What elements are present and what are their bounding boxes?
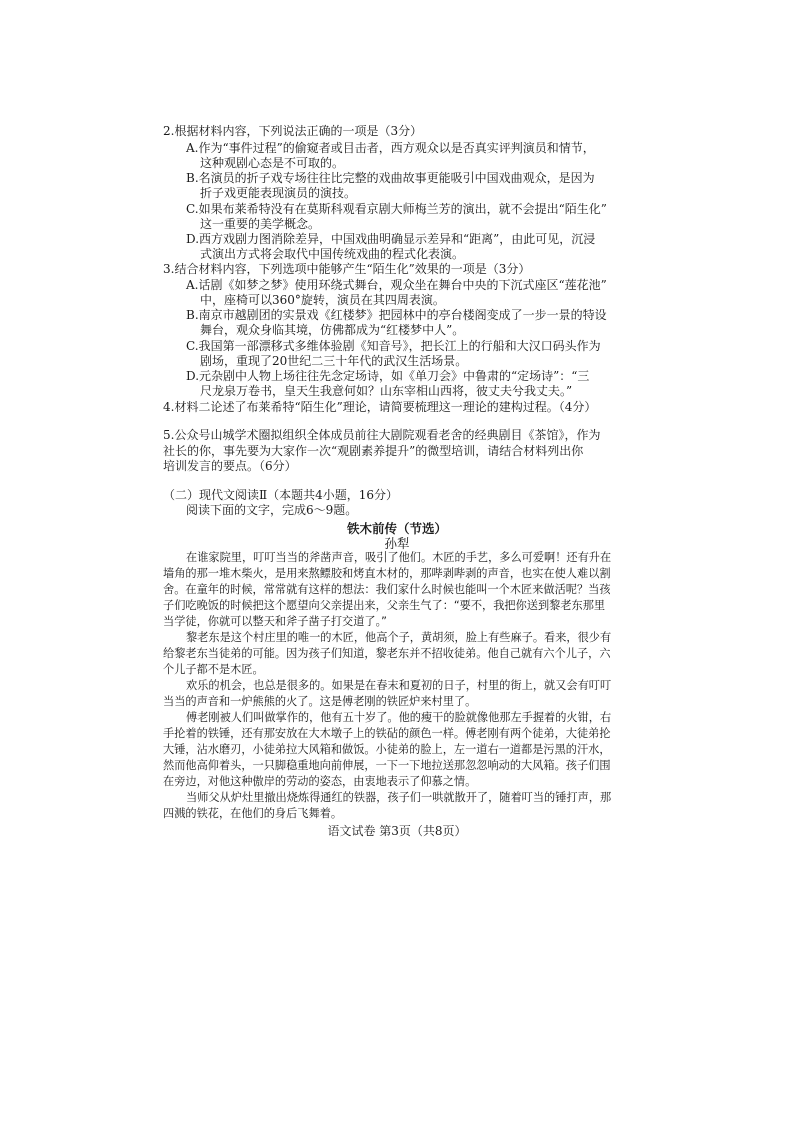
question-5-line-1: 5.公众号山城学术圈拟组织全体成员前往大剧院观看老舍的经典剧目《茶馆》，作为 xyxy=(163,428,601,442)
question-2-option-b-cont: 折子戏更能表现演员的演技。 xyxy=(200,186,357,200)
passage-line: 舍。在童年的时候，常常就有这样的想法：我们家什么时候也能叫一个木匠来做活呢？当孩 xyxy=(163,583,611,596)
passage-line: 当师父从炉灶里撤出烧炼得通红的铁器，孩子们一哄就散开了，随着叮当的锤打声，那 xyxy=(186,791,612,804)
passage-line: 傅老刚被人们叫做掌作的，他有五十岁了。他的瘦干的脸就像他那左手握着的火钳，右 xyxy=(186,711,612,724)
question-5-line-3: 培训发言的要点。（6分） xyxy=(163,459,297,473)
question-3-stem: 3.结合材料内容，下列选项中能够产生“陌生化”效果的一项是（3分） xyxy=(163,262,531,276)
passage-line: 然而他高仰着头，一只脚稳重地向前伸展，一下一下地拉送那忽忽响动的大风箱。孩子们围 xyxy=(163,759,611,772)
question-2-option-d: D.西方戏剧力图消除差异，中国戏曲明确显示差异和“距离”，由此可见，沉浸 xyxy=(186,232,596,246)
passage-title: 铁木前传（节选） xyxy=(346,521,447,536)
passage-line: 个儿子都不是木匠。 xyxy=(163,663,264,676)
section-instruction: 阅读下面的文字，完成6～9题。 xyxy=(186,503,358,517)
passage-line: 手抡着的铁锤，还有那安放在大木墩子上的铁砧的颜色一样。傅老刚有两个徒弟，大徒弟抡 xyxy=(163,727,611,740)
question-3-option-d-cont: 尺龙泉万卷书，皇天生我意何如？山东宰相山西将，彼丈夫兮我丈夫。” xyxy=(200,384,573,398)
passage-line: 在旁边，对他这种傲岸的劳动的姿态，由衷地表示了仰慕之情。 xyxy=(163,775,477,788)
passage-line: 四溅的铁花，在他们的身后飞舞着。 xyxy=(163,807,343,820)
passage-author: 孙犁 xyxy=(384,536,410,551)
passage-line: 当学徒，你就可以整天和斧子凿子打交道了。” xyxy=(163,615,387,628)
question-3-option-b-cont: 舞台，观众身临其境，仿佛都成为“红楼梦中人”。 xyxy=(200,323,465,337)
passage-line: 大锤，沾水磨刃，小徒弟拉大风箱和做饭。小徒弟的脸上，左一道右一道都是污黑的汗水， xyxy=(163,743,611,756)
question-3-option-d: D.元杂剧中人物上场往往先念定场诗，如《单刀会》中鲁肃的“定场诗”：“三 xyxy=(186,369,590,383)
passage-line: 子们吃晚饭的时候把这个愿望向父亲提出来，父亲生气了：“要不，我把你送到黎老东那里 xyxy=(163,599,606,612)
question-2-option-d-cont: 式演出方式将会取代中国传统戏曲的程式化表演。 xyxy=(200,247,465,261)
question-5-line-2: 社长的你，事先要为大家作一次“观剧素养提升”的微型培训，请结合材料列出你 xyxy=(163,444,584,458)
passage-line: 墙角的那一堆木柴火，是用来熬鳔胶和烤直木材的，那哔剥哔剥的声音，也实在使人难以割 xyxy=(163,567,611,580)
question-4: 4.材料二论述了布莱希特“陌生化”理论，请简要梳理这一理论的建构过程。（4分） xyxy=(163,400,597,414)
passage-line: 当当的声音和一炉熊熊的火了。这是傅老刚的铁匠炉来村里了。 xyxy=(163,695,477,708)
question-3-option-a-cont: 中，座椅可以360°旋转，演员在其四周表演。 xyxy=(200,293,445,307)
section-heading: （二）现代文阅读Ⅱ（本题共4小题，16分） xyxy=(163,488,399,502)
passage-line: 欢乐的机会，也总是很多的。如果是在春末和夏初的日子，村里的街上，就又会有叮叮 xyxy=(186,679,612,692)
passage-line: 在谁家院里，叮叮当当的斧凿声音，吸引了他们。木匠的手艺，多么可爱啊！还有升在 xyxy=(186,551,612,564)
question-2-stem: 2.根据材料内容，下列说法正确的一项是（3分） xyxy=(163,124,423,138)
question-3-option-a: A.话剧《如梦之梦》使用环绕式舞台，观众坐在舞台中央的下沉式座区“莲花池” xyxy=(186,278,607,292)
passage-line: 黎老东是这个村庄里的唯一的木匠，他高个子，黄胡须，脸上有些麻子。看来，很少有 xyxy=(186,631,612,644)
question-3-option-b: B.南京市越剧团的实景戏《红楼梦》把园林中的亭台楼阁变成了一步一景的特设 xyxy=(186,308,607,322)
question-2-option-a-cont: 这种观剧心态是不可取的。 xyxy=(200,156,345,170)
question-3-option-c: C.我国第一部漂移式多维体验剧《知音号》，把长江上的行船和大汉口码头作为 xyxy=(186,339,601,353)
question-2-option-b: B.名演员的折子戏专场往往比完整的戏曲故事更能吸引中国戏曲观众，是因为 xyxy=(186,171,595,185)
question-2-option-c: C.如果布莱希特没有在莫斯科观看京剧大师梅兰芳的演出，就不会提出“陌生化” xyxy=(186,202,607,216)
question-3-option-c-cont: 剧场，重现了20世纪二三十年代的武汉生活场景。 xyxy=(200,354,468,368)
question-2-option-c-cont: 这一重要的美学概念。 xyxy=(200,217,321,231)
page-footer: 语文试卷 第3页（共8页） xyxy=(327,824,467,838)
question-2-option-a: A.作为“事件过程”的偷窥者或目击者，西方观众以是否真实评判演员和情节， xyxy=(186,141,595,155)
passage-line: 给黎老东当徒弟的可能。因为孩子们知道，黎老东并不招收徒弟。他自己就有六个儿子，六 xyxy=(163,647,611,660)
